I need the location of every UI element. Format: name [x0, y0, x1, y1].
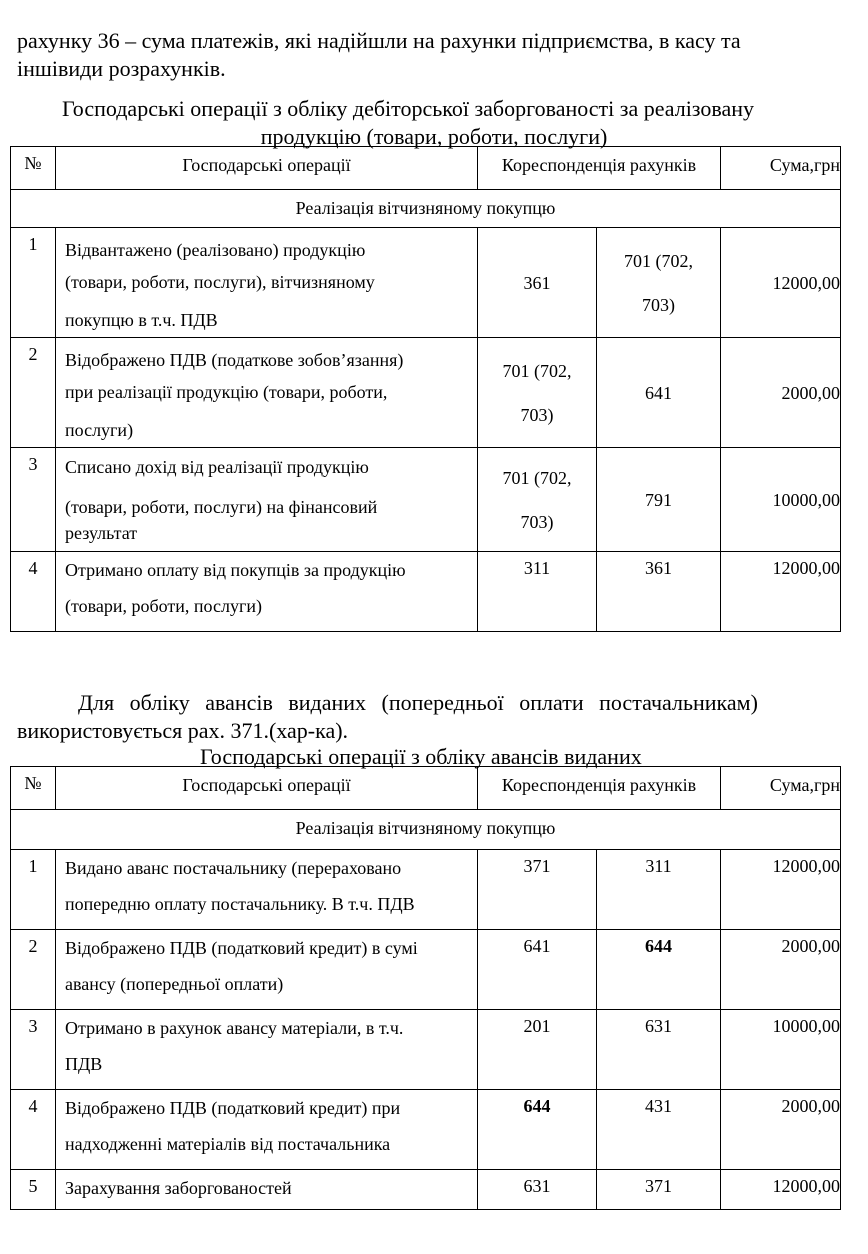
row-num: 1: [11, 228, 56, 338]
debit-line: 701 (702,: [502, 467, 572, 488]
intro-line-2: іншівиди розрахунків.: [17, 56, 226, 81]
op-line: надходженні матеріалів від постачальника: [65, 1134, 391, 1154]
intro-line-1: рахунку 36 – сума платежів, які надійшли на рахунки підприємства, в касу та: [17, 28, 741, 53]
row-debit: 641: [478, 930, 597, 1010]
row-debit: 371: [478, 850, 597, 930]
op-line: результат: [65, 523, 138, 543]
table2-header-num: №: [11, 767, 56, 810]
table1-title-line-1: Господарські операції з обліку дебіторської заборгованості за реалізовану: [62, 96, 755, 121]
debit-line: 701 (702,: [502, 360, 572, 381]
credit-line: 703): [642, 294, 675, 315]
debit-line: 703): [520, 404, 554, 425]
row-operation: [56, 930, 478, 1010]
row-debit: 644: [478, 1090, 597, 1170]
op-line: Зарахування заборгованостей: [65, 1178, 292, 1198]
row-sum: 2000,00: [721, 338, 841, 448]
para2-line-1: Для обліку авансів виданих (попередньої оплати постачальникам): [78, 690, 758, 715]
table-row: [11, 448, 841, 552]
row-debit: 361: [478, 228, 597, 338]
para2-line-2: використовується рах. 371.(хар-ка).: [17, 718, 349, 743]
table-row: [11, 552, 841, 632]
table2-title: Господарські операції з обліку авансів виданих: [200, 744, 642, 769]
op-line: Відображено ПДВ (податковий кредит) при: [65, 1098, 401, 1118]
row-num: 3: [11, 1010, 56, 1090]
table-row: [11, 1170, 841, 1210]
row-credit: 371: [597, 1170, 721, 1210]
table2: [10, 766, 841, 1210]
table1-header-ops: Господарські операції: [56, 147, 478, 190]
table2-header-row: [11, 767, 841, 810]
row-operation: [56, 338, 478, 448]
op-line: ПДВ: [65, 1054, 103, 1074]
row-operation: [56, 1090, 478, 1170]
row-operation: [56, 448, 478, 552]
row-sum: 10000,00: [721, 1010, 841, 1090]
op-line: Списано дохід від реалізації продукцію: [65, 457, 369, 477]
op-line: Видано аванс постачальнику (перераховано: [65, 858, 402, 878]
table-row: [11, 1090, 841, 1170]
table2-header-corr: Кореспонденція рахунків: [478, 767, 721, 810]
row-debit: 311: [478, 552, 597, 632]
row-credit: 644: [597, 930, 721, 1010]
table2-header-sum: Сума,грн: [721, 767, 841, 810]
row-credit: 431: [597, 1090, 721, 1170]
table1-header-num: №: [11, 147, 56, 190]
table2-header-ops: Господарські операції: [56, 767, 478, 810]
row-debit: 631: [478, 1170, 597, 1210]
row-operation: [56, 552, 478, 632]
op-line: (товари, роботи, послуги), вітчизняному: [65, 272, 375, 292]
table2-section-row: [11, 810, 841, 850]
row-debit: [478, 338, 597, 448]
row-num: 1: [11, 850, 56, 930]
row-credit: 641: [597, 338, 721, 448]
table2-section-label: Реалізація вітчизняному покупцю: [11, 810, 841, 850]
row-num: 3: [11, 448, 56, 552]
debit-line: 703): [520, 511, 554, 532]
row-credit: 311: [597, 850, 721, 930]
op-line: покупцю в т.ч. ПДВ: [65, 310, 218, 330]
row-num: 2: [11, 930, 56, 1010]
row-operation: [56, 850, 478, 930]
row-operation: [56, 1010, 478, 1090]
table1-section-row: [11, 190, 841, 228]
table1: [10, 146, 841, 632]
row-operation: [56, 228, 478, 338]
op-line: послуги): [65, 420, 134, 440]
credit-line: 701 (702,: [624, 250, 693, 271]
row-sum: 10000,00: [721, 448, 841, 552]
op-line: при реалізації продукцію (товари, роботи,: [65, 382, 388, 402]
row-operation: [56, 1170, 478, 1210]
row-debit: [478, 448, 597, 552]
op-line: Відображено ПДВ (податковий кредит) в сумі: [65, 938, 418, 958]
table-row: [11, 1010, 841, 1090]
op-line: авансу (попередньої оплати): [65, 974, 284, 994]
row-credit: 361: [597, 552, 721, 632]
row-credit: 631: [597, 1010, 721, 1090]
op-line: (товари, роботи, послуги): [65, 596, 262, 616]
row-num: 4: [11, 1090, 56, 1170]
op-line: Отримано в рахунок авансу матеріали, в т.ч.: [65, 1018, 404, 1038]
table-row: [11, 338, 841, 448]
op-line: попередню оплату постачальнику. В т.ч. ПДВ: [65, 894, 415, 914]
table-row: [11, 850, 841, 930]
row-sum: 12000,00: [721, 552, 841, 632]
table1-section-label: Реалізація вітчизняному покупцю: [11, 190, 841, 228]
op-line: Відображено ПДВ (податкове зобов’язання): [65, 350, 404, 370]
op-line: Отримано оплату від покупців за продукцію: [65, 560, 406, 580]
row-sum: 2000,00: [721, 930, 841, 1010]
table-row: [11, 930, 841, 1010]
row-sum: 12000,00: [721, 228, 841, 338]
row-sum: 12000,00: [721, 1170, 841, 1210]
row-credit: [597, 228, 721, 338]
table1-header-corr: Кореспонденція рахунків: [478, 147, 721, 190]
row-num: 5: [11, 1170, 56, 1210]
row-debit: 201: [478, 1010, 597, 1090]
op-line: (товари, роботи, послуги) на фінансовий: [65, 497, 378, 517]
row-num: 4: [11, 552, 56, 632]
table1-header-row: [11, 147, 841, 190]
row-sum: 12000,00: [721, 850, 841, 930]
table1-title-line-2: продукцію (товари, роботи, послуги): [260, 124, 608, 149]
table-row: [11, 228, 841, 338]
op-line: Відвантажено (реалізовано) продукцію: [65, 240, 366, 260]
row-sum: 2000,00: [721, 1090, 841, 1170]
row-credit: 791: [597, 448, 721, 552]
row-num: 2: [11, 338, 56, 448]
table1-header-sum: Сума,грн: [721, 147, 841, 190]
